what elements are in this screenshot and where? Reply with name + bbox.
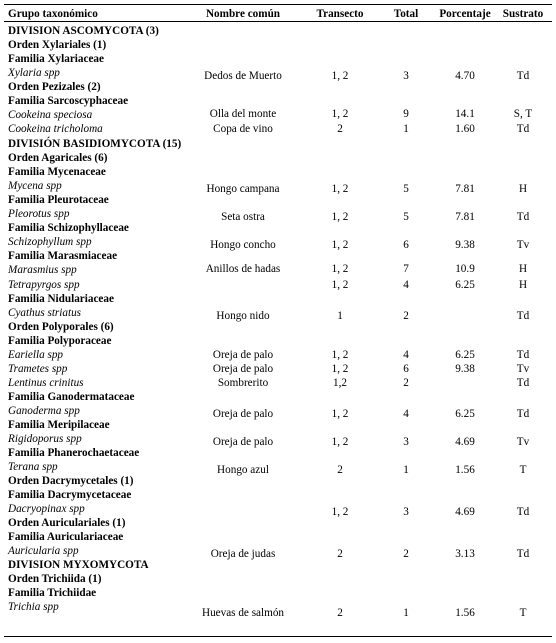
taxon-name: Familia Marasmiaceae <box>8 250 118 262</box>
taxon-name: Familia Trichiidae <box>8 587 97 599</box>
species-row <box>0 306 556 320</box>
species-row <box>0 460 556 474</box>
transecto-value: 1, 2 <box>331 349 349 361</box>
taxon-heading-row <box>0 24 556 38</box>
common-name: Dedos de Muerto <box>204 70 282 82</box>
taxon-name: Familia Sarcoscyphaceae <box>8 95 129 107</box>
porcentaje-value: 1.56 <box>455 607 475 619</box>
total-value: 2 <box>403 310 409 322</box>
taxon-heading-row <box>0 38 556 52</box>
taxon-heading-row <box>0 530 556 544</box>
porcentaje-value: 14.1 <box>455 108 475 120</box>
header-transecto: Transecto <box>316 8 364 20</box>
taxon-heading-row <box>0 558 556 572</box>
header-porcentaje: Porcentaje <box>439 8 491 20</box>
taxon-name: Familia Dacrymycetaceae <box>8 489 132 501</box>
taxon-heading-row <box>0 516 556 530</box>
total-value: 4 <box>403 408 409 420</box>
common-name: Olla del monte <box>209 108 277 120</box>
sustrato-value: T <box>519 464 527 476</box>
common-name: Hongo nido <box>216 310 270 322</box>
transecto-value: 1, 2 <box>331 108 349 120</box>
species-row <box>0 376 556 390</box>
total-value: 2 <box>403 377 409 389</box>
table-bottom-rule <box>4 636 552 637</box>
taxon-name: Rigidoporus spp <box>8 433 82 445</box>
species-row <box>0 544 556 558</box>
taxon-heading-row <box>0 488 556 502</box>
header-total: Total <box>393 8 419 20</box>
transecto-value: 2 <box>337 464 343 476</box>
taxon-name: Familia Phanerochaetaceae <box>8 447 140 459</box>
transecto-value: 1, 2 <box>331 436 349 448</box>
porcentaje-value: 1.60 <box>455 123 475 135</box>
transecto-value: 1 <box>337 310 343 322</box>
taxon-name: Tetrapyrgos spp <box>8 279 80 291</box>
sustrato-value: T <box>519 607 527 619</box>
taxon-heading-row <box>0 52 556 66</box>
taxon-name: Schizophyllum spp <box>8 236 92 248</box>
sustrato-value: Td <box>516 310 530 322</box>
taxon-name: Cookeina tricholoma <box>8 123 103 135</box>
taxon-name: Familia Nidulariaceae <box>8 293 114 305</box>
species-row <box>0 122 556 136</box>
table-top-rule <box>4 4 552 5</box>
sustrato-value: Td <box>516 377 530 389</box>
taxon-heading-row <box>0 474 556 488</box>
sustrato-value: H <box>518 263 528 275</box>
common-name: Oreja de palo <box>212 408 274 420</box>
sustrato-value: Tv <box>516 363 530 375</box>
species-row <box>0 404 556 418</box>
sustrato-value: Td <box>516 548 530 560</box>
taxon-name: Trametes spp <box>8 363 68 375</box>
sustrato-value: Td <box>516 408 530 420</box>
taxon-name: Auricularia spp <box>8 545 79 557</box>
porcentaje-value: 7.81 <box>455 211 475 223</box>
taxon-name: Orden Dacrymycetales (1) <box>8 475 134 487</box>
porcentaje-value: 10.9 <box>455 263 475 275</box>
sustrato-value: Tv <box>516 239 530 251</box>
total-value: 1 <box>403 607 409 619</box>
species-row <box>0 278 556 292</box>
taxon-name: DIVISION MYXOMYCOTA <box>8 559 149 571</box>
sustrato-value: Td <box>516 70 530 82</box>
transecto-value: 2 <box>337 607 343 619</box>
total-value: 5 <box>403 183 409 195</box>
taxon-name: Orden Pezizales (2) <box>8 81 101 93</box>
sustrato-value: Td <box>516 506 530 518</box>
taxon-name: Mycena spp <box>8 180 62 192</box>
total-value: 2 <box>403 548 409 560</box>
common-name: Oreja de palo <box>212 349 274 361</box>
sustrato-value: H <box>518 279 528 291</box>
taxon-name: Familia Ganodermataceae <box>8 391 135 403</box>
species-row <box>0 235 556 249</box>
taxon-heading-row <box>0 320 556 334</box>
taxon-heading-row <box>0 151 556 165</box>
transecto-value: 1, 2 <box>331 363 349 375</box>
taxon-name: Familia Meripilaceae <box>8 419 110 431</box>
total-value: 6 <box>403 363 409 375</box>
species-row <box>0 348 556 362</box>
common-name: Oreja de judas <box>210 548 276 560</box>
header-grupo: Grupo taxonómico <box>8 8 98 20</box>
header-rule <box>4 21 552 22</box>
taxon-name: Orden Polyporales (6) <box>8 321 114 333</box>
common-name: Hongo concho <box>210 239 276 251</box>
species-row <box>0 108 556 122</box>
transecto-value: 1, 2 <box>331 183 349 195</box>
taxon-heading-row <box>0 221 556 235</box>
taxon-name: Familia Mycenaceae <box>8 166 106 178</box>
species-row <box>0 179 556 193</box>
taxon-name: Cookeina speciosa <box>8 109 93 121</box>
taxon-name: Xylaria spp <box>8 67 60 79</box>
taxon-heading-row <box>0 94 556 108</box>
taxon-heading-row <box>0 193 556 207</box>
total-value: 4 <box>403 279 409 291</box>
total-value: 3 <box>403 70 409 82</box>
transecto-value: 1, 2 <box>331 211 349 223</box>
taxon-heading-row <box>0 418 556 432</box>
porcentaje-value: 7.81 <box>455 183 475 195</box>
taxon-name: Familia Auriculariaceae <box>8 531 124 543</box>
transecto-value: 1, 2 <box>331 408 349 420</box>
taxon-name: Familia Polyporaceae <box>8 335 112 347</box>
taxon-heading-row <box>0 165 556 179</box>
taxon-name: Lentinus crinitus <box>8 377 84 389</box>
species-row <box>0 502 556 516</box>
taxon-heading-row <box>0 249 556 263</box>
common-name: Sombrerito <box>217 377 269 389</box>
porcentaje-value: 3.13 <box>455 548 475 560</box>
taxon-heading-row <box>0 137 556 151</box>
total-value: 1 <box>403 123 409 135</box>
species-row <box>0 362 556 376</box>
porcentaje-value: 6.25 <box>455 349 475 361</box>
transecto-value: 1, 2 <box>331 506 349 518</box>
porcentaje-value: 9.38 <box>455 363 475 375</box>
species-row <box>0 432 556 446</box>
transecto-value: 1, 2 <box>331 70 349 82</box>
table-header <box>0 7 556 21</box>
porcentaje-value: 4.69 <box>455 506 475 518</box>
taxon-name: DIVISION ASCOMYCOTA (3) <box>8 25 159 37</box>
transecto-value: 1,2 <box>333 377 347 389</box>
taxon-name: Familia Xylariaceae <box>8 53 104 65</box>
taxon-name: Familia Pleurotaceae <box>8 194 109 206</box>
taxon-name: Orden Xylariales (1) <box>8 39 107 51</box>
total-value: 7 <box>403 263 409 275</box>
taxon-heading-row <box>0 292 556 306</box>
total-value: 1 <box>403 464 409 476</box>
porcentaje-value: 6.25 <box>455 279 475 291</box>
taxon-name: Marasmius spp <box>8 264 77 276</box>
taxon-heading-row <box>0 586 556 600</box>
transecto-value: 1, 2 <box>331 239 349 251</box>
transecto-value: 2 <box>337 123 343 135</box>
common-name: Anillos de hadas <box>205 263 281 275</box>
porcentaje-value: 1.56 <box>455 464 475 476</box>
sustrato-value: S, T <box>513 108 533 120</box>
common-name: Hongo campana <box>206 183 280 195</box>
sustrato-value: Td <box>516 211 530 223</box>
transecto-value: 2 <box>337 548 343 560</box>
total-value: 3 <box>403 436 409 448</box>
taxon-name: Orden Auriculariales (1) <box>8 517 126 529</box>
porcentaje-value: 4.69 <box>455 436 475 448</box>
taxon-name: Orden Agaricales (6) <box>8 152 108 164</box>
total-value: 9 <box>403 108 409 120</box>
taxon-heading-row <box>0 446 556 460</box>
taxon-name: Orden Trichiida (1) <box>8 573 102 585</box>
porcentaje-value: 6.25 <box>455 408 475 420</box>
common-name: Seta ostra <box>221 211 265 223</box>
common-name: Hongo azul <box>217 464 269 476</box>
taxon-heading-row <box>0 80 556 94</box>
taxon-heading-row <box>0 390 556 404</box>
total-value: 3 <box>403 506 409 518</box>
species-row <box>0 263 556 277</box>
taxon-name: Cyathus striatus <box>8 307 82 319</box>
taxon-heading-row <box>0 334 556 348</box>
taxon-name: Eariella spp <box>8 349 64 361</box>
taxon-heading-row <box>0 572 556 586</box>
taxon-name: Trichia spp <box>8 601 59 613</box>
sustrato-value: H <box>518 183 528 195</box>
header-sustrato: Sustrato <box>502 8 544 20</box>
taxon-name: DIVISIÓN BASIDIOMYCOTA (15) <box>8 138 182 150</box>
common-name: Copa de vino <box>213 123 273 135</box>
transecto-value: 1, 2 <box>331 263 349 275</box>
species-row <box>0 66 556 80</box>
sustrato-value: Td <box>516 123 530 135</box>
taxon-name: Dacryopinax spp <box>8 503 85 515</box>
total-value: 4 <box>403 349 409 361</box>
taxon-name: Terana spp <box>8 461 58 473</box>
porcentaje-value: 4.70 <box>455 70 475 82</box>
species-row <box>0 600 556 619</box>
common-name: Oreja de palo <box>212 436 274 448</box>
total-value: 5 <box>403 211 409 223</box>
transecto-value: 1, 2 <box>331 279 349 291</box>
header-nombre: Nombre común <box>205 8 281 20</box>
sustrato-value: Td <box>516 349 530 361</box>
sustrato-value: Tv <box>516 436 530 448</box>
porcentaje-value: 9.38 <box>455 239 475 251</box>
species-row <box>0 207 556 221</box>
common-name: Oreja de palo <box>212 363 274 375</box>
total-value: 6 <box>403 239 409 251</box>
taxon-name: Familia Schizophyllaceae <box>8 222 129 234</box>
common-name: Huevas de salmón <box>201 607 285 619</box>
taxon-name: Pleorotus spp <box>8 208 70 220</box>
taxon-name: Ganoderma spp <box>8 405 80 417</box>
